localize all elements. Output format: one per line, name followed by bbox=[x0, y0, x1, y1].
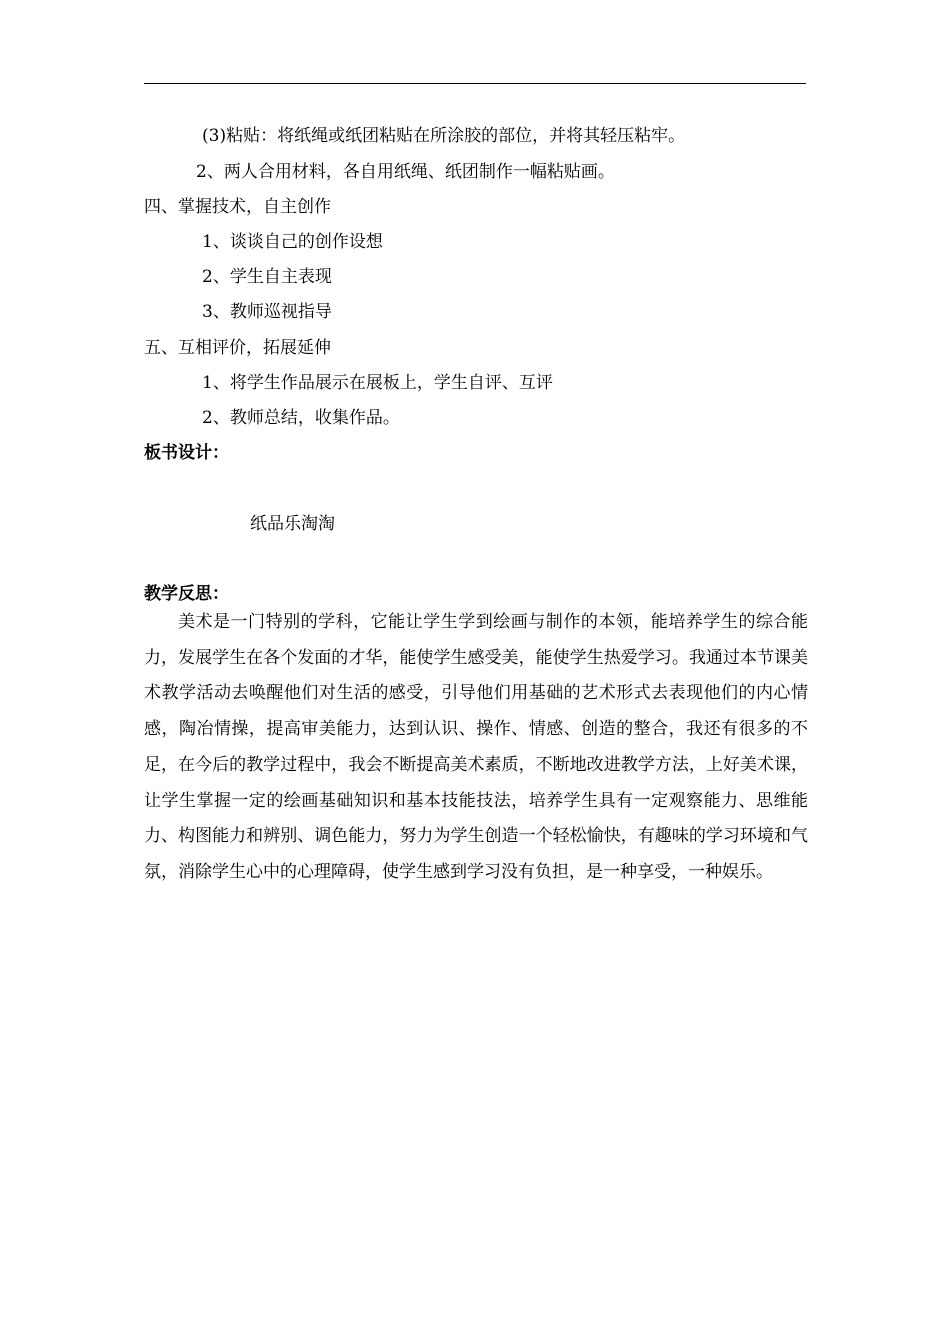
board-design-heading: 板书设计： bbox=[144, 443, 229, 463]
section-four-item-1: 1、谈谈自己的创作设想 bbox=[202, 232, 383, 252]
section-four-heading: 四、掌握技术，自主创作 bbox=[144, 197, 331, 217]
header-rule bbox=[144, 83, 806, 84]
section-five-item-2: 2、教师总结，收集作品。 bbox=[202, 408, 400, 428]
reflection-paragraph: 美术是一门特别的学科，它能让学生学到绘画与制作的本领，能培养学生的综合能力，发展学生在各个发面的才华，能使学生感受美，能使学生热爱学习。我通过本节课美术教学活动去唤醒他们对生活的感受，引导他们用基础的艺术形式去表现他们的内心情感，陶冶情操，提高审美能力，达到认识、操作、情感、创造的整合，我还有很多的不足，在今后的教学过程中，我会不断提高美术素质，不断地改进教学方法，上好美术课，让学生掌握一定的绘画基础知识和基本技能技法，培养学生具有一定观察能力、思维能力、构图能力和辨别、调色能力，努力为学生创造一个轻松愉快，有趣味的学习环境和气氛，消除学生心中的心理障碍，使学生感到学习没有负担，是一种享受，一种娱乐。 bbox=[144, 612, 808, 882]
reflection-heading: 教学反思： bbox=[144, 584, 229, 604]
step-pair-work-line: 2、两人合用材料，各自用纸绳、纸团制作一幅粘贴画。 bbox=[196, 162, 615, 182]
section-four-item-2: 2、学生自主表现 bbox=[202, 267, 332, 287]
step-paste-line: (3)粘贴：将纸绳或纸团粘贴在所涂胶的部位，并将其轻压粘牢。 bbox=[202, 126, 686, 146]
section-five-heading: 五、互相评价，拓展延伸 bbox=[144, 338, 331, 358]
section-four-item-3: 3、教师巡视指导 bbox=[202, 302, 332, 322]
board-design-title: 纸品乐淘淘 bbox=[250, 514, 335, 534]
section-five-item-1: 1、将学生作品展示在展板上，学生自评、互评 bbox=[202, 373, 553, 393]
